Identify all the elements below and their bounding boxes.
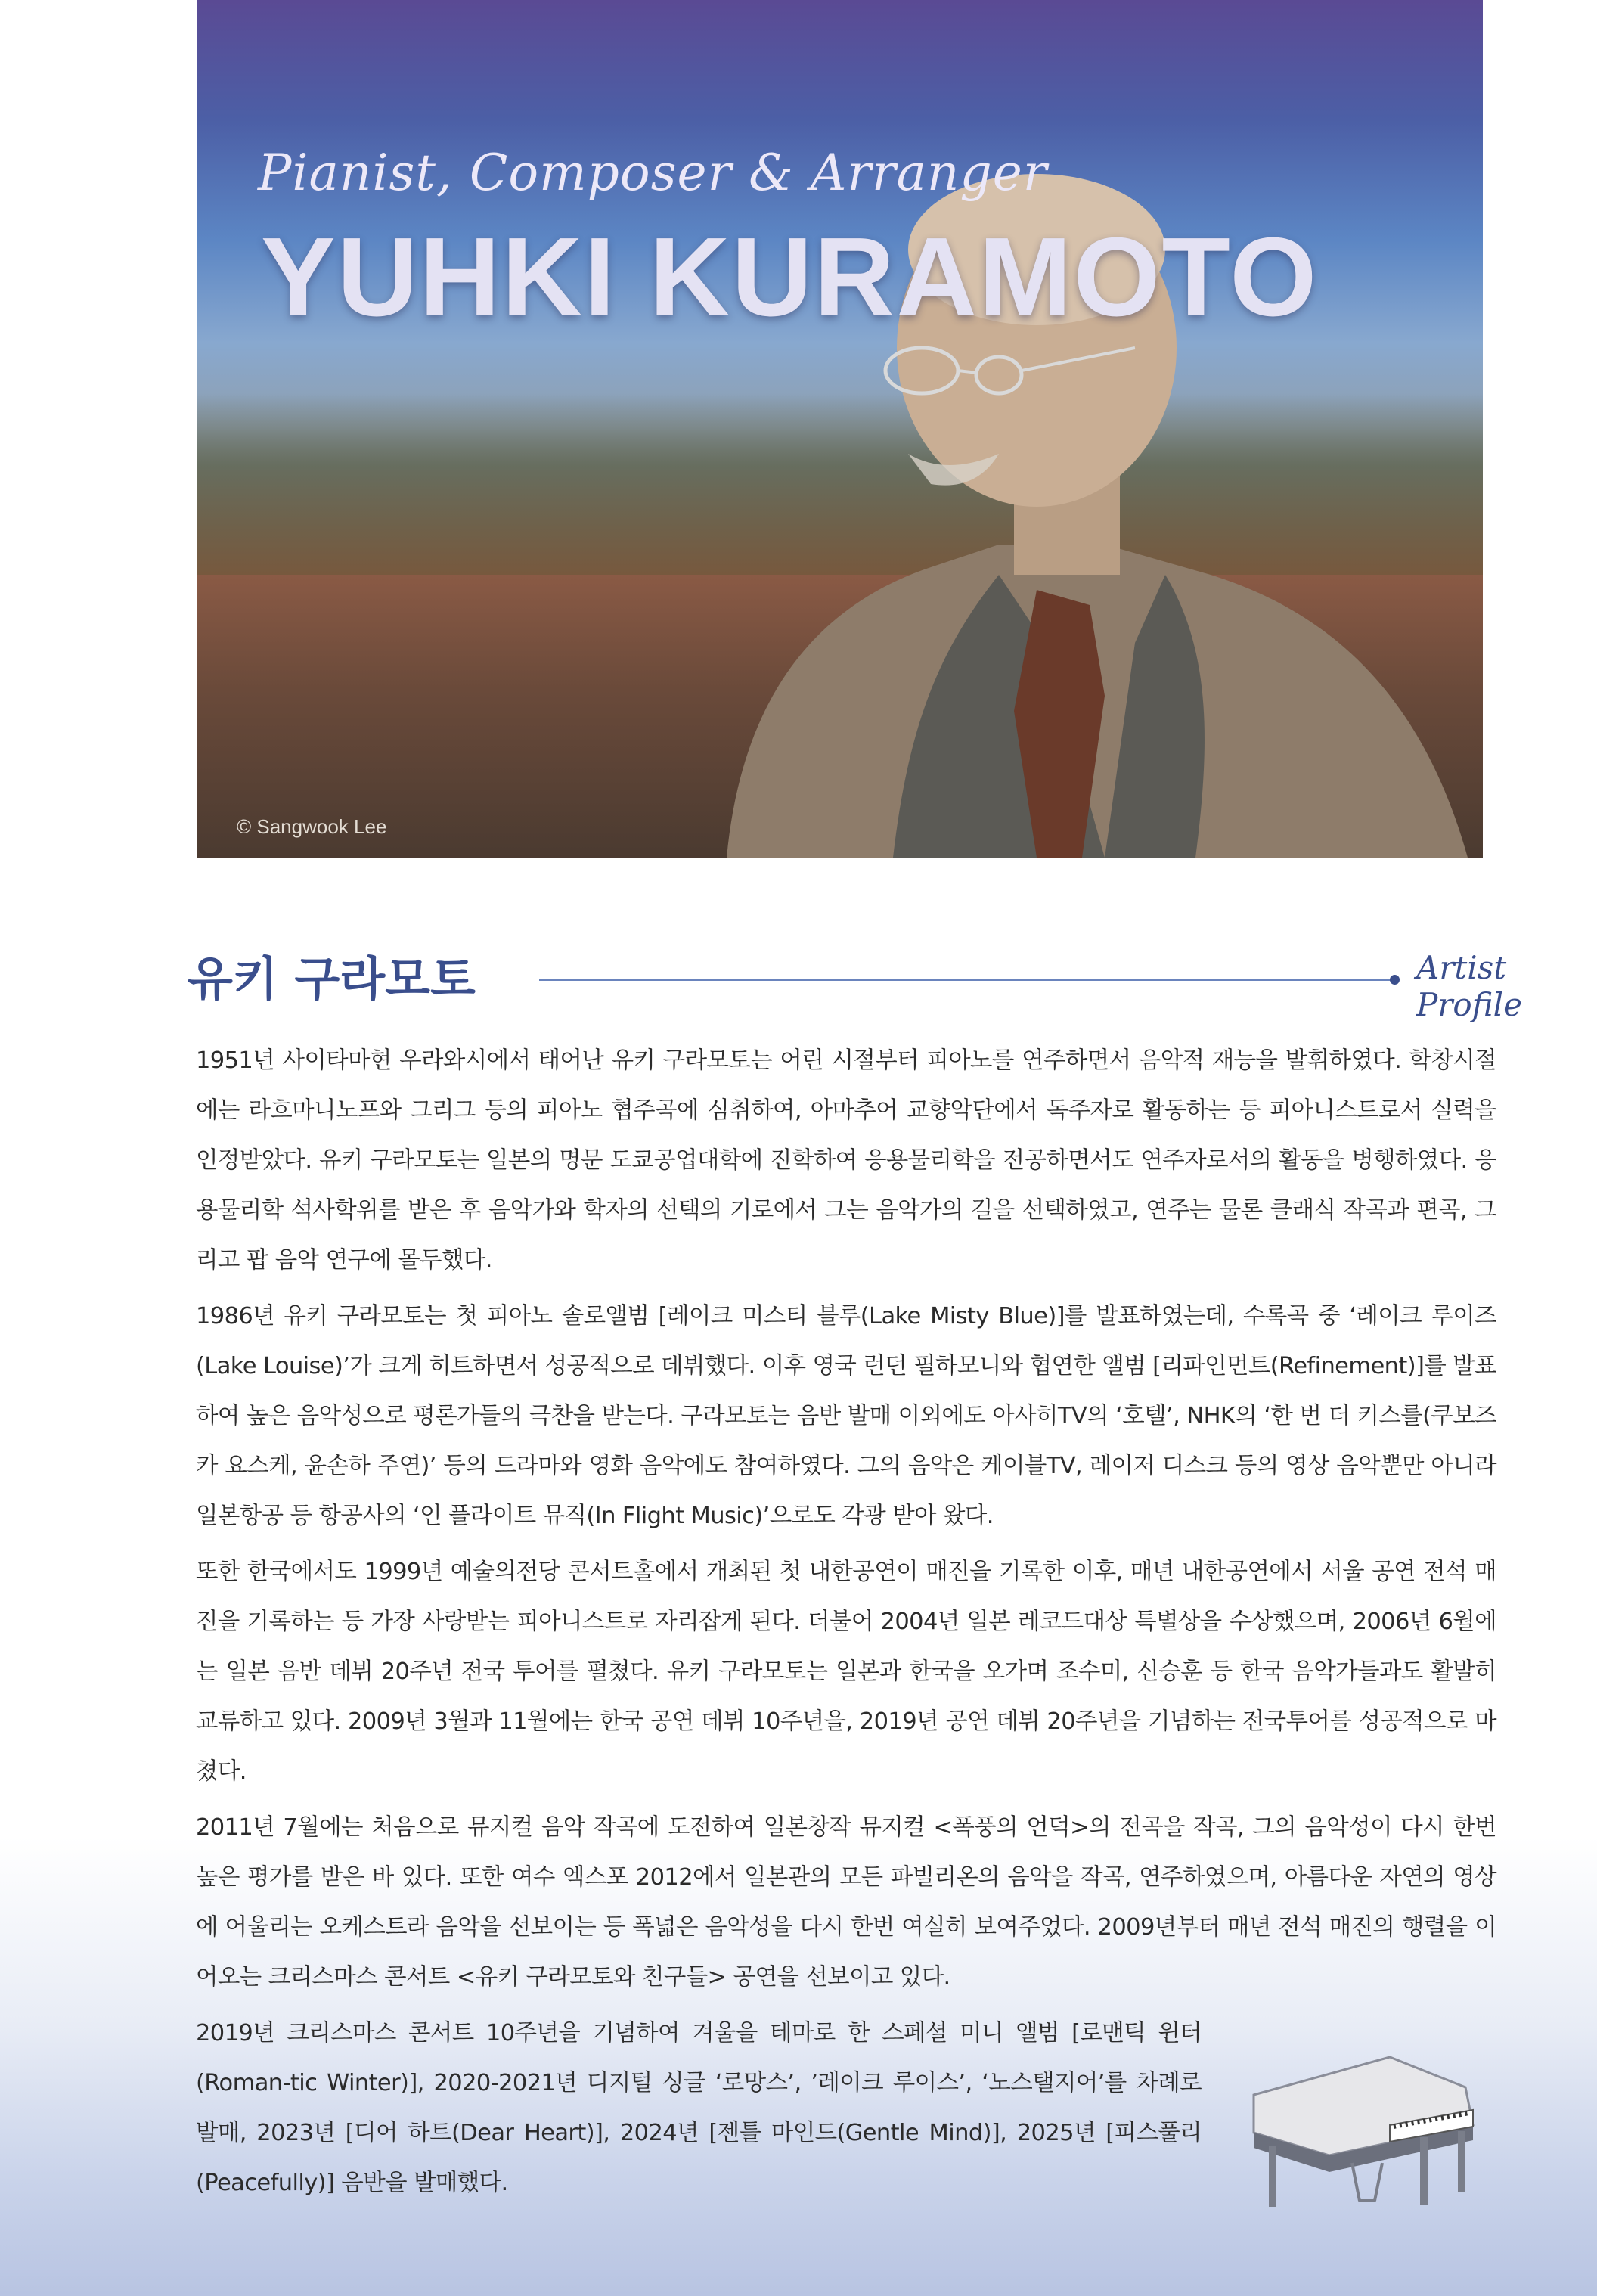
bio-paragraph: 또한 한국에서도 1999년 예술의전당 콘서트홀에서 개최된 첫 내한공연이 매진을 기록한 이후, 매년 내한공연에서 서울 공연 전석 매진을 기록하는 등 가장 사랑받는 피아니스트로 자리잡게 된다. 더불어 2004년 일본 레코드대상 특별상을 수상했으며, 2006년 6월에는 일본 음반 데뷔 20주년 전국 투어를 펼쳤다. 유키 구라모토는 일본과 한국을 오가며 조수미, 신승훈 등 한국 음악가들과도 활발히 교류하고 있다. 2009년 3월과 11월에는 한국 공연 데뷔 10주년을, 2019년 공연 데뷔 20주년을 기념하는 전국투어를 성공적으로 마쳤다. (196, 1559, 1496, 1785)
hero-title: YUHKI KURAMOTO (261, 215, 1319, 340)
hero-subtitle: Pianist, Composer & Arranger (258, 144, 1048, 202)
section-heading (188, 942, 1522, 1023)
bio-paragraph: 2019년 크리스마스 콘서트 10주년을 기념하여 겨울을 테마로 한 스페셜 미니 앨범 [로맨틱 윈터(Roman-tic Winter)], 2020-2021년 디지털 싱글 ‘로망스’, ’레이크 루이스’, ‘노스탤지어’를 차례로 발매, 2023년 [디어 하트(Dear Heart)], 2024년 [젠틀 마인드(Gentle Mind)], 2025년 [피스풀리(Peacefully)] 음반을 발매했다. (196, 2020, 1202, 2196)
heading-divider (539, 979, 1394, 981)
bio-paragraph: 2011년 7월에는 처음으로 뮤지컬 음악 작곡에 도전하여 일본창작 뮤지컬 <폭풍의 언덕>의 전곡을 작곡, 그의 음악성이 다시 한번 높은 평가를 받은 바 있다. 또한 여수 엑스포 2012에서 일본관의 모든 파빌리온의 음악을 작곡, 연주하였으며, 아름다운 자연의 영상에 어울리는 오케스트라 음악을 선보이는 등 폭넓은 음악성을 다시 한번 여실히 보여주었다. 2009년부터 매년 전석 매진의 행렬을 이어오는 크리스마스 콘서트 <유키 구라모토와 친구들> 공연을 선보이고 있다. (196, 1814, 1496, 1990)
artist-name-korean: 유키 구라모토 (188, 951, 476, 1007)
bio-paragraph: 1986년 유키 구라모토는 첫 피아노 솔로앨범 [레이크 미스티 블루(Lake Misty Blue)]를 발표하였는데, 수록곡 중 ‘레이크 루이즈(Lake Louise)’가 크게 히트하면서 성공적으로 데뷔했다. 이후 영국 런던 필하모니와 협연한 앨범 [리파인먼트(Refinement)]를 발표하여 높은 음악성으로 평론가들의 극찬을 받는다. 구라모토는 음반 발매 이외에도 아사히TV의 ‘호텔’, NHK의 ‘한 번 더 키스를(쿠보즈카 요스케, 윤손하 주연)’ 등의 드라마와 영화 음악에도 참여하였다. 그의 음악은 케이블TV, 레이저 디스크 등의 영상 음악뿐만 아니라 일본항공 등 항공사의 ‘인 플라이트 뮤직(In Flight Music)’으로도 각광 받아 왔다. (196, 1303, 1496, 1529)
grand-piano-icon (1239, 2042, 1488, 2223)
artist-profile-label: Artist Profile (1416, 949, 1522, 1023)
photo-credit: © Sangwook Lee (237, 815, 387, 838)
divider-dot-icon (1390, 975, 1400, 985)
bio-paragraph: 1951년 사이타마현 우라와시에서 태어난 유키 구라모토는 어린 시절부터 피아노를 연주하면서 음악적 재능을 발휘하였다. 학창시절에는 라흐마니노프와 그리그 등의 피아노 협주곡에 심취하여, 아마추어 교향악단에서 독주자로 활동하는 등 피아니스트로서 실력을 인정받았다. 유키 구라모토는 일본의 명문 도쿄공업대학에 진학하여 응용물리학을 전공하면서도 연주자로서의 활동을 병행하였다. 응용물리학 석사학위를 받은 후 음악가와 학자의 선택의 기로에서 그는 음악가의 길을 선택하였고, 연주는 물론 클래식 작곡과 편곡, 그리고 팝 음악 연구에 몰두했다. (196, 1047, 1496, 1274)
hero-photo (197, 0, 1483, 858)
biography (196, 1036, 1496, 2214)
